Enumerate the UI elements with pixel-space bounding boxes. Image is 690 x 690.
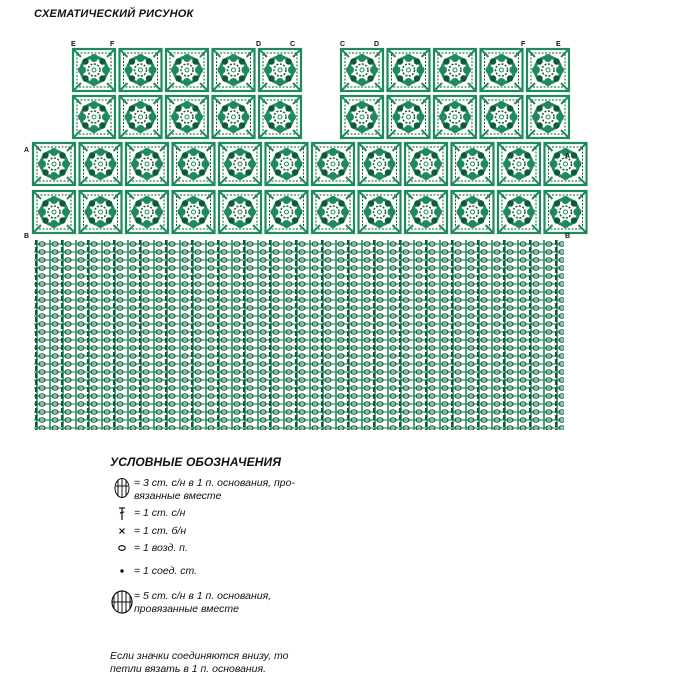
motif-square (312, 191, 354, 233)
motif-square (434, 49, 476, 91)
motif-square (33, 191, 75, 233)
side-label-b-left: B (24, 233, 30, 240)
motif-square (452, 143, 494, 185)
legend-item-three-dc-cluster (110, 477, 440, 503)
side-label-b-right: B (565, 233, 571, 240)
note-line-2: петли вязать в 1 п. основания. (110, 663, 267, 675)
motif-square (388, 49, 430, 91)
corner-label-d-left: D (256, 41, 262, 48)
corner-label-f-left: F (110, 41, 115, 48)
corner-label-e-right: E (556, 41, 561, 48)
legend-text-three-dc-cluster: = 3 ст. с/н в 1 п. основания, про- (134, 477, 295, 489)
motif-square (173, 191, 215, 233)
motif-square (120, 96, 162, 138)
legend-text-five-dc-cluster-cont: провязанные вместе (134, 603, 239, 615)
motif-square (126, 191, 168, 233)
motif-square (166, 96, 208, 138)
motif-square (73, 49, 115, 91)
motif-square (341, 49, 383, 91)
motif-square (527, 49, 569, 91)
motif-square (527, 96, 569, 138)
motif-square (452, 191, 494, 233)
five-dc-cluster-icon (110, 590, 134, 614)
corner-label-e-left: E (71, 41, 76, 48)
legend-text-three-dc-cluster-cont: вязанные вместе (134, 490, 222, 502)
side-label-a-left: A (24, 147, 30, 154)
legend-text-double-crochet: = 1 ст. с/н (134, 507, 186, 519)
legend-text-five-dc-cluster: = 5 ст. с/н в 1 п. основания, (134, 590, 272, 602)
motif-square (120, 49, 162, 91)
legend-text-chain-stitch: = 1 возд. п. (134, 542, 188, 554)
instruction-note (110, 650, 289, 676)
motif-square (33, 143, 75, 185)
single-crochet-icon (110, 525, 134, 537)
corner-label-c-right: C (340, 41, 346, 48)
motif-square (219, 143, 261, 185)
corner-label-f-right: F (521, 41, 526, 48)
corner-label-c-left: C (290, 41, 296, 48)
motif-square (259, 96, 301, 138)
motif-square (341, 96, 383, 138)
motif-square (266, 191, 308, 233)
motif-square (498, 143, 540, 185)
legend-item-single-crochet (110, 525, 440, 538)
slip-stitch-icon (110, 565, 134, 577)
motif-square (213, 49, 255, 91)
motif-square (126, 143, 168, 185)
motif-grid (33, 49, 587, 233)
legend-item-chain-stitch (110, 542, 440, 555)
motif-square (359, 143, 401, 185)
mesh-columns (36, 240, 556, 430)
motif-square (481, 96, 523, 138)
motif-square (359, 191, 401, 233)
motif-square (166, 49, 208, 91)
motif-square (213, 96, 255, 138)
side-label-a-right: A (565, 153, 571, 160)
motif-square (405, 143, 447, 185)
legend-item-slip-stitch (110, 565, 440, 578)
note-line-1: Если значки соединяются внизу, то (110, 650, 289, 662)
motif-square (266, 143, 308, 185)
legend-item-five-dc-cluster (110, 590, 440, 616)
motif-square (80, 143, 122, 185)
motif-square (545, 143, 587, 185)
motif-square (545, 191, 587, 233)
motif-square (312, 143, 354, 185)
three-dc-cluster-icon (110, 477, 134, 499)
motif-square (259, 49, 301, 91)
motif-square (219, 191, 261, 233)
legend-text-slip-stitch: = 1 соед. ст. (134, 565, 198, 577)
motif-square (481, 49, 523, 91)
motif-square (388, 96, 430, 138)
motif-square (434, 96, 476, 138)
motif-square (498, 191, 540, 233)
motif-square (173, 143, 215, 185)
legend-title: УСЛОВНЫЕ ОБОЗНАЧЕНИЯ (110, 455, 282, 469)
motif-square (73, 96, 115, 138)
double-crochet-icon (110, 507, 134, 521)
chain-stitch-icon (110, 542, 134, 554)
corner-label-d-right: D (374, 41, 380, 48)
legend-item-double-crochet (110, 507, 440, 521)
motif-square (80, 191, 122, 233)
legend-text-single-crochet: = 1 ст. б/н (134, 525, 187, 537)
motif-square (405, 191, 447, 233)
page-title: СХЕМАТИЧЕСКИЙ РИСУНОК (34, 8, 194, 20)
legend (110, 455, 440, 620)
